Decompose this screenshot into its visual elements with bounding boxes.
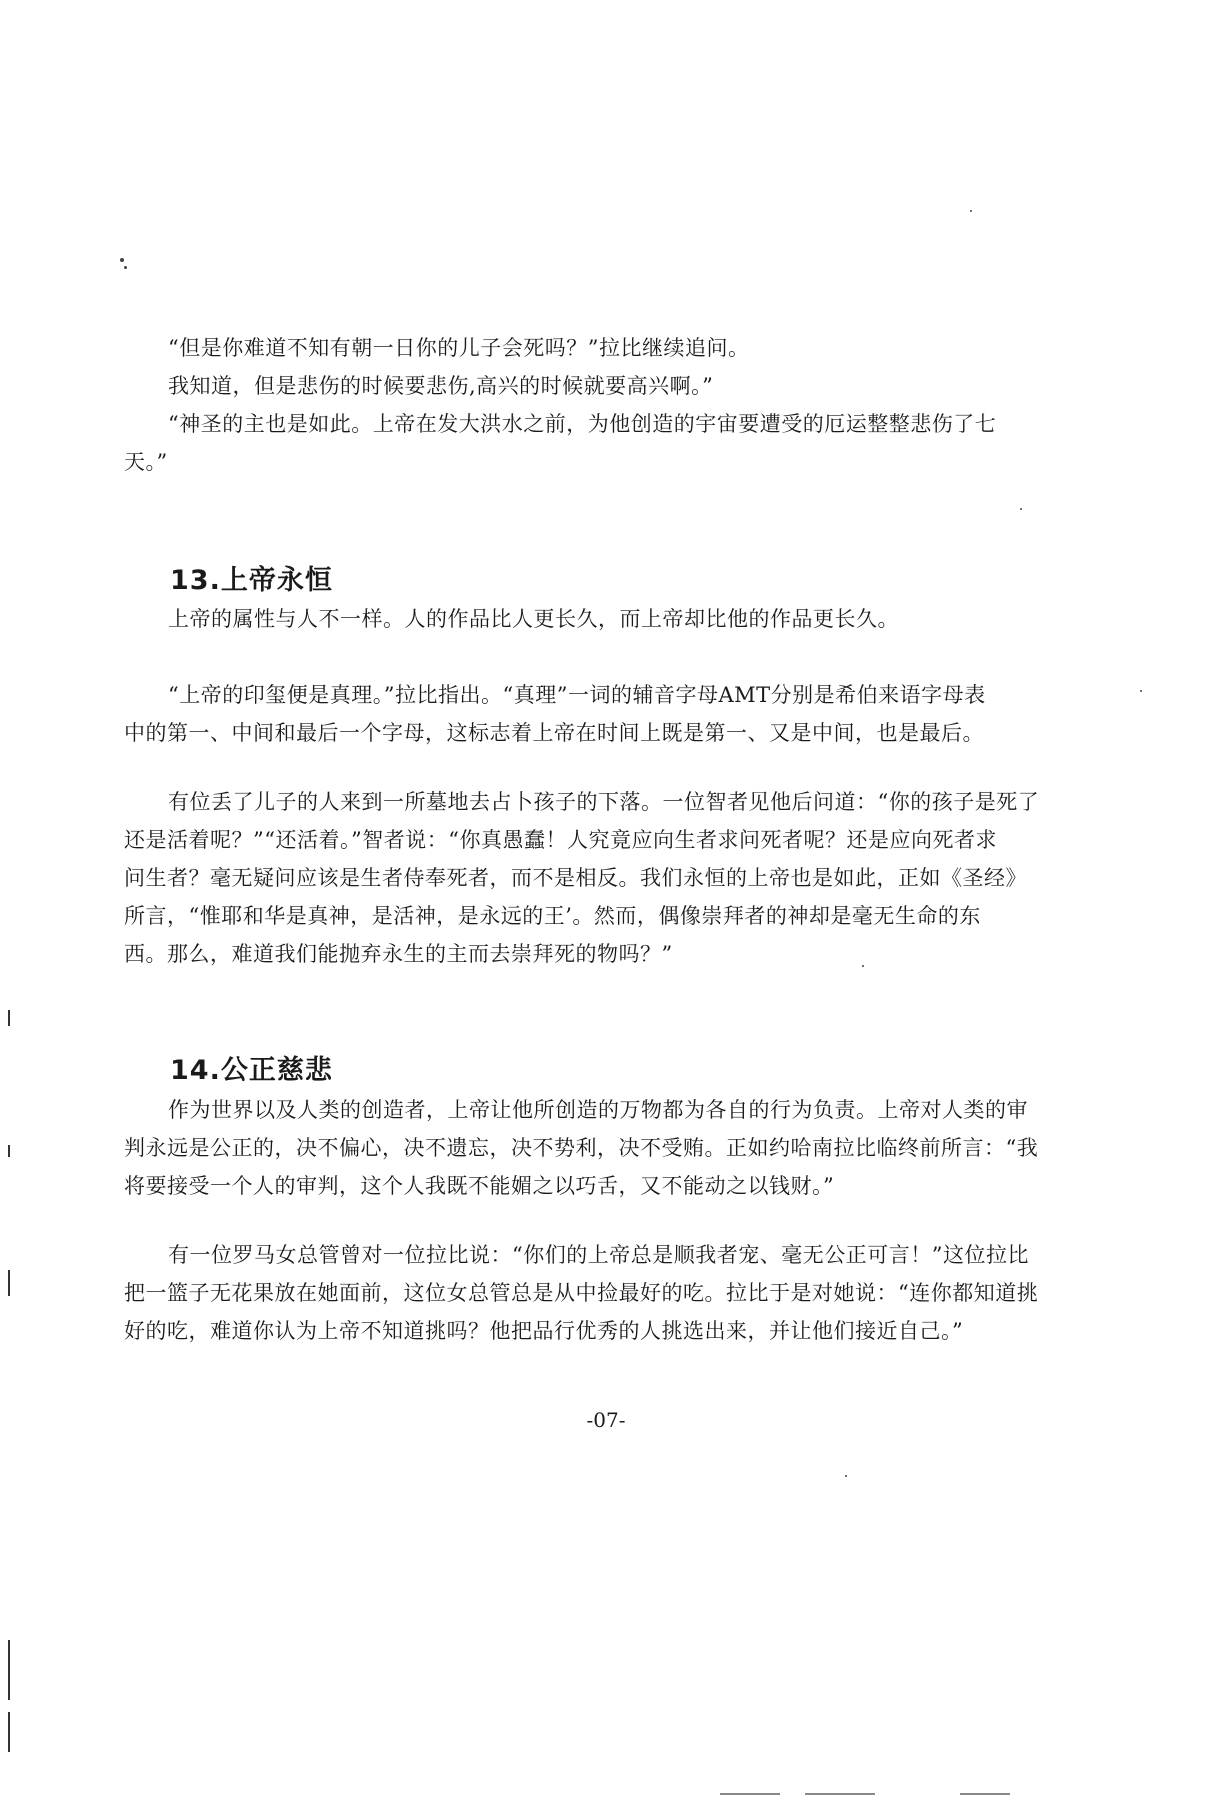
scan-speck (1020, 508, 1022, 510)
section-heading-13: 13.上帝永恒 (170, 565, 333, 596)
paragraph-2 (124, 600, 1084, 638)
text-line: 把一篮子无花果放在她面前，这位女总管总是从中捡最好的吃。拉比于是对她说：“连你都知道挑 (124, 1281, 1039, 1305)
scan-edge-mark (8, 1640, 10, 1700)
paragraph-3 (124, 676, 1084, 752)
text-line: 作为世界以及人类的创造者，上帝让他所创造的万物都为各自的行为负责。上帝对人类的审 (168, 1098, 1028, 1122)
scan-bottom-rule (960, 1793, 1010, 1795)
scan-edge-mark (8, 1145, 10, 1157)
text-line: 我知道，但是悲伤的时候要悲伤,高兴的时候就要高兴啊。” (168, 374, 714, 398)
text-line: 判永远是公正的，决不偏心，决不遗忘，决不势利，决不受贿。正如约哈南拉比临终前所言：“我 (124, 1136, 1039, 1160)
scan-speck (845, 1475, 847, 1477)
paragraph-4 (124, 783, 1084, 973)
scan-speck (124, 266, 127, 269)
text-line: 有位丢了儿子的人来到一所墓地去占卜孩子的下落。一位智者见他后问道：“你的孩子是死了 (168, 790, 1040, 814)
text-line: 还是活着呢？”“还活着。”智者说：“你真愚蠢！人究竟应向生者求问死者呢？还是应向死者求 (124, 828, 997, 852)
section-heading-14: 14.公正慈悲 (170, 1055, 333, 1086)
text-line: 中的第一、中间和最后一个字母，这标志着上帝在时间上既是第一、又是中间，也是最后。 (124, 721, 984, 745)
scan-speck (1140, 690, 1142, 692)
text-line: 西。那么，难道我们能抛弃永生的主而去崇拜死的物吗？” (124, 942, 673, 966)
scan-edge-mark (8, 1010, 10, 1026)
text-line: 有一位罗马女总管曾对一位拉比说：“你们的上帝总是顺我者宠、毫无公正可言！”这位拉比 (168, 1243, 1029, 1267)
scan-edge-mark (8, 1712, 10, 1752)
text-line: 所言，“惟耶和华是真神，是活神，是永远的王’。然而，偶像崇拜者的神却是毫无生命的东 (124, 904, 981, 928)
text-line: 好的吃，难道你认为上帝不知道挑吗？他把品行优秀的人挑选出来，并让他们接近自己。” (124, 1319, 964, 1343)
paragraph-5 (124, 1091, 1084, 1205)
scan-bottom-rule (720, 1793, 780, 1795)
scan-speck (120, 258, 124, 262)
page-number: -07- (586, 1408, 626, 1432)
text-line: “神圣的主也是如此。上帝在发大洪水之前，为他创造的宇宙要遭受的厄运整整悲伤了七 (168, 412, 997, 436)
text-line: “但是你难道不知有朝一日你的儿子会死吗？”拉比继续追问。 (168, 336, 750, 360)
text-line: 上帝的属性与人不一样。人的作品比人更长久，而上帝却比他的作品更长久。 (168, 607, 899, 631)
scan-speck (970, 210, 972, 212)
scan-edge-mark (8, 1270, 10, 1296)
paragraph-6 (124, 1236, 1084, 1350)
paragraph-1 (124, 329, 1084, 481)
text-line: 天。” (124, 450, 168, 474)
text-line: “上帝的印玺便是真理。”拉比指出。“真理”一词的辅音字母AMT分别是希伯来语字母表 (168, 683, 986, 707)
scan-bottom-rule (805, 1793, 875, 1795)
text-line: 将要接受一个人的审判，这个人我既不能媚之以巧舌，又不能动之以钱财。” (124, 1174, 835, 1198)
scan-speck (862, 965, 864, 967)
text-line: 问生者？毫无疑问应该是生者侍奉死者，而不是相反。我们永恒的上帝也是如此，正如《圣经》 (124, 866, 1027, 890)
